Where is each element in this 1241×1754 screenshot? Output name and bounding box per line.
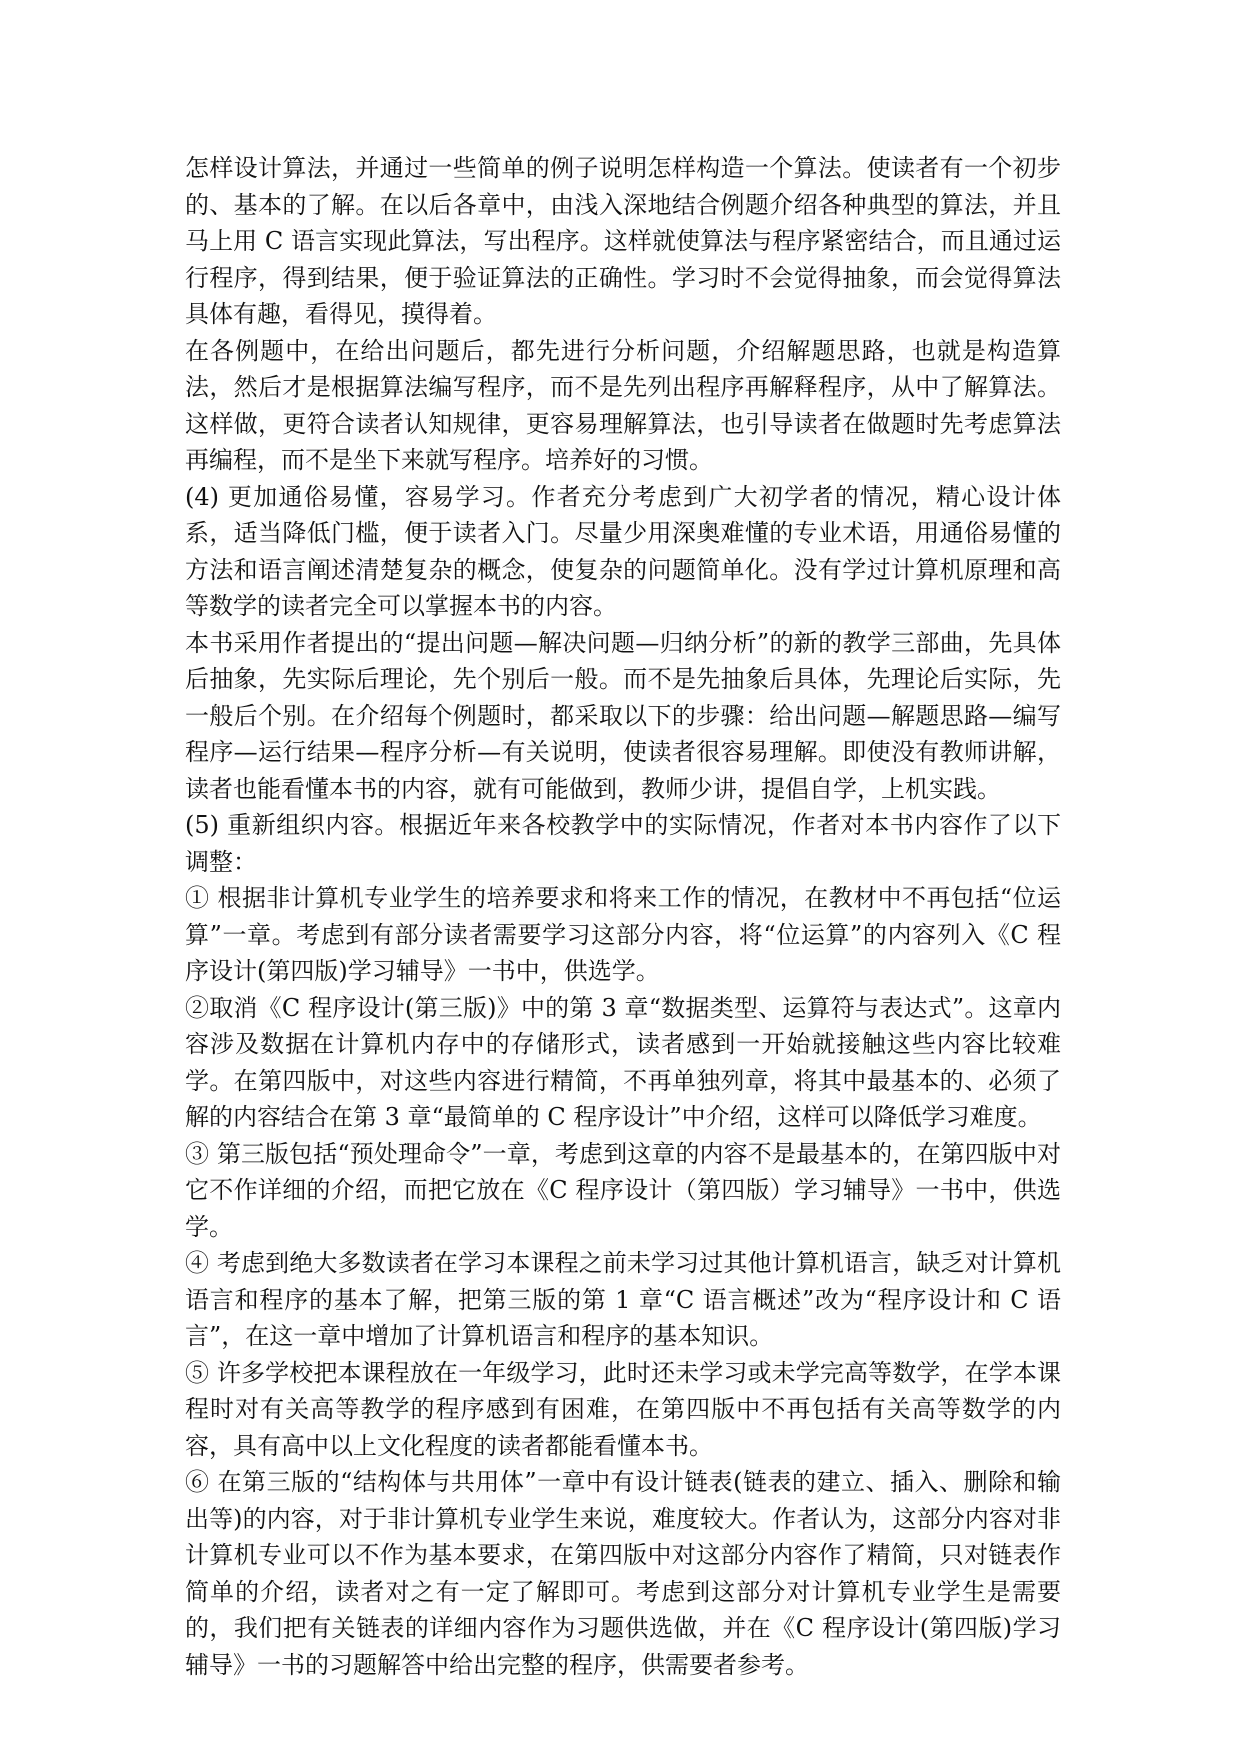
paragraph-point-4: (4) 更加通俗易懂，容易学习。作者充分考虑到广大初学者的情况，精心设计体系，适当降低门槛，便于读者入门。尽量少用深奥难懂的专业术语，用通俗易懂的方法和语言阐述清楚复杂的概念，使复杂的问题简单化。没有学过计算机原理和高等数学的读者完全可以掌握本书的内容。 xyxy=(185,482,1061,620)
paragraph-item-2: ②取消《C 程序设计(第三版)》中的第 3 章“数据类型、运算符与表达式”。这章内容涉及数据在计算机内存中的存储形式，读者感到一开始就接触这些内容比较难学。在第四版中，对这些内容进行精简，不再单独列章，将其中最基本的、必须了解的内容结合在第 3 章“最简单的 C 程序设计”中介绍，这样可以降低学习难度。 xyxy=(185,993,1061,1131)
paragraph-item-5: ⑤ 许多学校把本课程放在一年级学习，此时还未学习或未学完高等数学，在学本课程时对有关高等教学的程序感到有困难，在第四版中不再包括有关高等数学的内容，具有高中以上文化程度的读者都能看懂本书。 xyxy=(185,1358,1061,1460)
paragraph-algorithm-intro: 怎样设计算法，并通过一些简单的例子说明怎样构造一个算法。使读者有一个初步的、基本的了解。在以后各章中，由浅入深地结合例题介绍各种典型的算法，并且马上用 C 语言实现此算法，写出程序。这样就使算法与程序紧密结合，而且通过运行程序，得到结果，便于验证算法的正确性。学习时不会觉得抽象，而会觉得算法具体有趣，看得见，摸得着。 xyxy=(185,154,1061,328)
paragraph-item-3: ③ 第三版包括“预处理命令”一章，考虑到这章的内容不是最基本的，在第四版中对它不作详细的介绍，而把它放在《C 程序设计（第四版）学习辅导》一书中，供选学。 xyxy=(185,1139,1061,1241)
paragraph-item-6: ⑥ 在第三版的“结构体与共用体”一章中有设计链表(链表的建立、插入、删除和输出等)的内容，对于非计算机专业学生来说，难度较大。作者认为，这部分内容对非计算机专业可以不作为基本要求，在第四版中对这部分内容作了精简，只对链表作简单的介绍，读者对之有一定了解即可。考虑到这部分对计算机专业学生是需要的，我们把有关链表的详细内容作为习题供选做，并在《C 程序设计(第四版)学习辅导》一书的习题解答中给出完整的程序，供需要者参考。 xyxy=(185,1468,1061,1679)
document-page xyxy=(185,150,1061,1683)
paragraph-example-approach: 在各例题中，在给出问题后，都先进行分析问题，介绍解题思路，也就是构造算法，然后才是根据算法编写程序，而不是先列出程序再解释程序，从中了解算法。这样做，更符合读者认知规律，更容易理解算法，也引导读者在做题时先考虑算法再编程，而不是坐下来就写程序。培养好的习惯。 xyxy=(185,336,1061,474)
paragraph-item-1: ① 根据非计算机专业学生的培养要求和将来工作的情况，在教材中不再包括“位运算”一章。考虑到有部分读者需要学习这部分内容，将“位运算”的内容列入《C 程序设计(第四版)学习辅导》一书中，供选学。 xyxy=(185,884,1061,985)
paragraph-point-5: (5) 重新组织内容。根据近年来各校教学中的实际情况，作者对本书内容作了以下调整： xyxy=(185,811,1061,876)
paragraph-item-4: ④ 考虑到绝大多数读者在学习本课程之前未学习过其他计算机语言，缺乏对计算机语言和程序的基本了解，把第三版的第 1 章“C 语言概述”改为“程序设计和 C 语言”，在这一章中增加了计算机语言和程序的基本知识。 xyxy=(185,1249,1061,1350)
paragraph-teaching-trilogy: 本书采用作者提出的“提出问题—解决问题—归纳分析”的新的教学三部曲，先具体后抽象，先实际后理论，先个别后一般。而不是先抽象后具体，先理论后实际，先一般后个别。在介绍每个例题时，都采取以下的步骤：给出问题—解题思路—编写程序—运行结果—程序分析—有关说明，使读者很容易理解。即使没有教师讲解，读者也能看懂本书的内容，就有可能做到，教师少讲，提倡自学，上机实践。 xyxy=(185,628,1061,803)
